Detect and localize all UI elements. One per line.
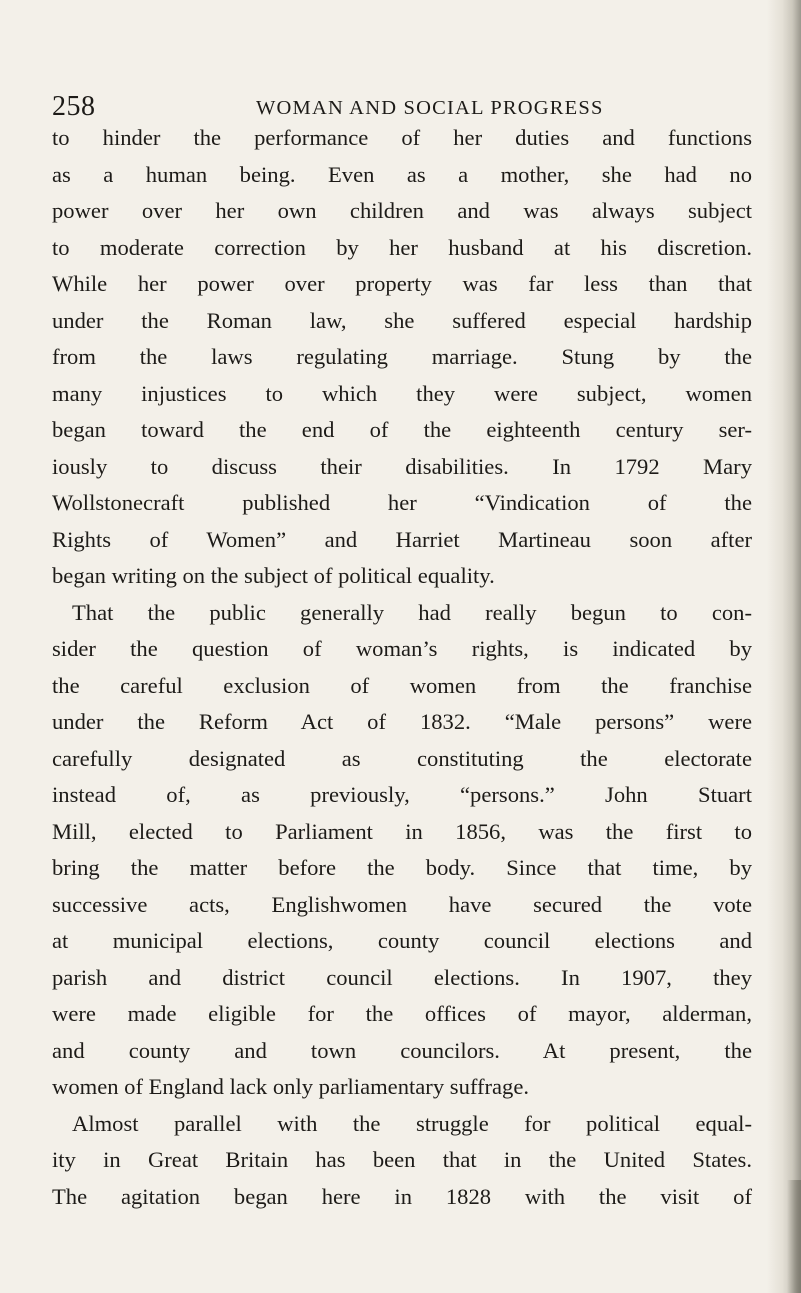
page-edge-shadow [767, 0, 801, 1293]
page-number: 258 [52, 91, 96, 122]
text-line: began toward the end of the eighteenth century ser- [52, 417, 752, 442]
running-head [52, 90, 752, 124]
text-line: under the Roman law, she suffered especial hardship [52, 307, 752, 333]
text-line: successive acts, Englishwomen have secured the vote [52, 891, 752, 917]
text-line: at municipal elections, county council elections and [52, 928, 752, 953]
text-line: power over her own children and was always subject [52, 198, 752, 223]
text-line: Wollstonecraft published her “Vindication of the [52, 490, 752, 515]
text-line: under the Reform Act of 1832. “Male persons” were [52, 709, 752, 734]
text-line: to hinder the performance of her duties and functions [52, 125, 752, 150]
body-text [52, 120, 752, 1215]
text-line: Rights of Women” and Harriet Martineau soon after [52, 526, 752, 552]
running-title: WOMAN AND SOCIAL PROGRESS [256, 97, 604, 119]
text-line: iously to discuss their disabilities. In 1792 Mary [52, 453, 752, 479]
text-line: While her power over property was far less than that [52, 271, 752, 296]
text-line: bring the matter before the body. Since that time, by [52, 855, 752, 880]
text-line: parish and district council elections. In 1907, they [52, 964, 752, 990]
text-line: were made eligible for the offices of mayor, alderman, [52, 1001, 752, 1026]
text-line: and county and town councilors. At present, the [52, 1037, 752, 1063]
text-line: many injustices to which they were subject, women [52, 380, 752, 406]
text-line-paragraph-start: Almost parallel with the struggle for political equal- [72, 1110, 752, 1136]
text-line: The agitation began here in 1828 with the visit of [52, 1183, 752, 1209]
text-line: to moderate correction by her husband at his discretion. [52, 234, 752, 260]
text-line: as a human being. Even as a mother, she had no [52, 161, 752, 187]
text-line-paragraph-end: began writing on the subject of political equality. [52, 563, 495, 588]
text-line: sider the question of woman’s rights, is indicated by [52, 636, 752, 661]
page-edge-dark-corner [787, 1180, 801, 1293]
text-line: Mill, elected to Parliament in 1856, was the first to [52, 818, 752, 844]
text-line-paragraph-end: women of England lack only parliamentary suffrage. [52, 1074, 530, 1099]
text-line: instead of, as previously, “persons.” John Stuart [52, 782, 752, 807]
text-line: ity in Great Britain has been that in the United States. [52, 1147, 752, 1172]
text-line: the careful exclusion of women from the franchise [52, 672, 752, 698]
text-line: carefully designated as constituting the electorate [52, 745, 752, 771]
text-line-paragraph-start: That the public generally had really begun to con- [72, 599, 752, 625]
text-line: from the laws regulating marriage. Stung by the [52, 344, 752, 369]
